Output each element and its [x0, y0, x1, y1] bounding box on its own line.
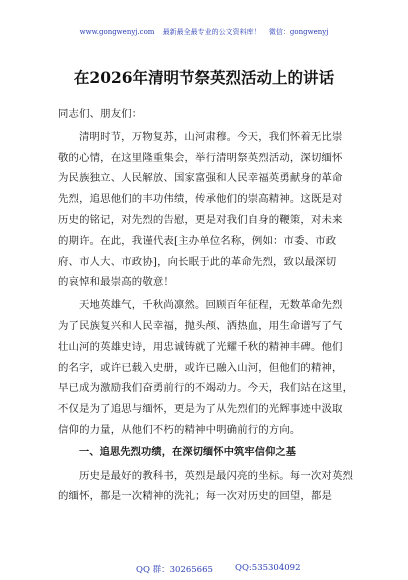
section-heading: 一、追思先烈功绩，在深切缅怀中筑牢信仰之基: [79, 446, 297, 458]
paragraph-1: [58, 127, 354, 293]
paragraph-line: 清明时节，万物复苏，山河肃穆。今天，我们怀着无比崇: [79, 130, 343, 143]
paragraph-line: 早已成为激励我们奋勇前行的不竭动力。今天，我们站在这里，: [58, 382, 354, 395]
paragraph-line: 的缅怀，都是一次精神的洗礼；每一次对历史的回望，都是: [58, 490, 333, 503]
header-slogan: 最新最全最专业的公文资料库！: [162, 28, 261, 36]
paragraph-line: 敬的心情，在这里隆重集会，举行清明祭英烈活动，深切缅怀: [58, 151, 343, 164]
paragraph-line: 为民族独立、人民解放、国家富强和人民幸福英勇献身的革命: [58, 172, 343, 185]
paragraph-line: 天地英雄气，千秋尚凛然。回顾百年征程，无数革命先烈: [79, 299, 343, 312]
paragraph-line: 的名字，或许已载入史册，或许已融入山河，但他们的精神，: [58, 361, 343, 374]
paragraph-line: 壮山河的英雄史诗，用忠诚铸就了光耀千秋的精神丰碑。他们: [58, 340, 343, 353]
section-paragraph: [58, 466, 354, 508]
paragraph-line: 不仅是为了追思与缅怀，更是为了从先烈们的光辉事迹中汲取: [58, 403, 343, 416]
paragraph-line: 历史的铭记，对先烈的告慰，更是对我们自身的鞭策，对未来: [58, 213, 343, 226]
paragraph-line: 信仰的力量，从他们不朽的精神中明确前行的方向。: [58, 423, 301, 436]
paragraph-line: 历史是最好的教科书，英烈是最闪亮的坐标。每一次对英烈: [79, 469, 354, 482]
page-footer: [0, 560, 408, 580]
page-header: [0, 27, 408, 37]
paragraph-line: 府、市人大、市政协]，向长眠于此的革命先烈，致以最深切: [58, 255, 337, 268]
paragraph-line: 先烈，追思他们的丰功伟绩，传承他们的崇高精神。这既是对: [58, 193, 343, 206]
qq-contact-number: QQ:535304092: [235, 563, 301, 573]
qq-group-number: QQ 群：30265665: [136, 565, 213, 575]
document-body: [58, 104, 354, 507]
salutation: 同志们、朋友们：: [58, 108, 143, 120]
site-url-link[interactable]: www.gongwenyj.com: [79, 28, 155, 36]
paragraph-2: [58, 295, 354, 441]
paragraph-line: 的哀悼和最崇高的敬意！: [58, 276, 174, 289]
document-title: 在2026年清明节祭英烈活动上的讲话: [73, 68, 335, 87]
paragraph-line: 为了民族复兴和人民幸福，抛头颅、洒热血，用生命谱写了气: [58, 319, 343, 332]
header-wechat: 微信：gongwenyj: [268, 28, 329, 36]
paragraph-line: 的期许。在此，我谨代表[主办单位名称，例如：市委、市政: [58, 234, 337, 247]
